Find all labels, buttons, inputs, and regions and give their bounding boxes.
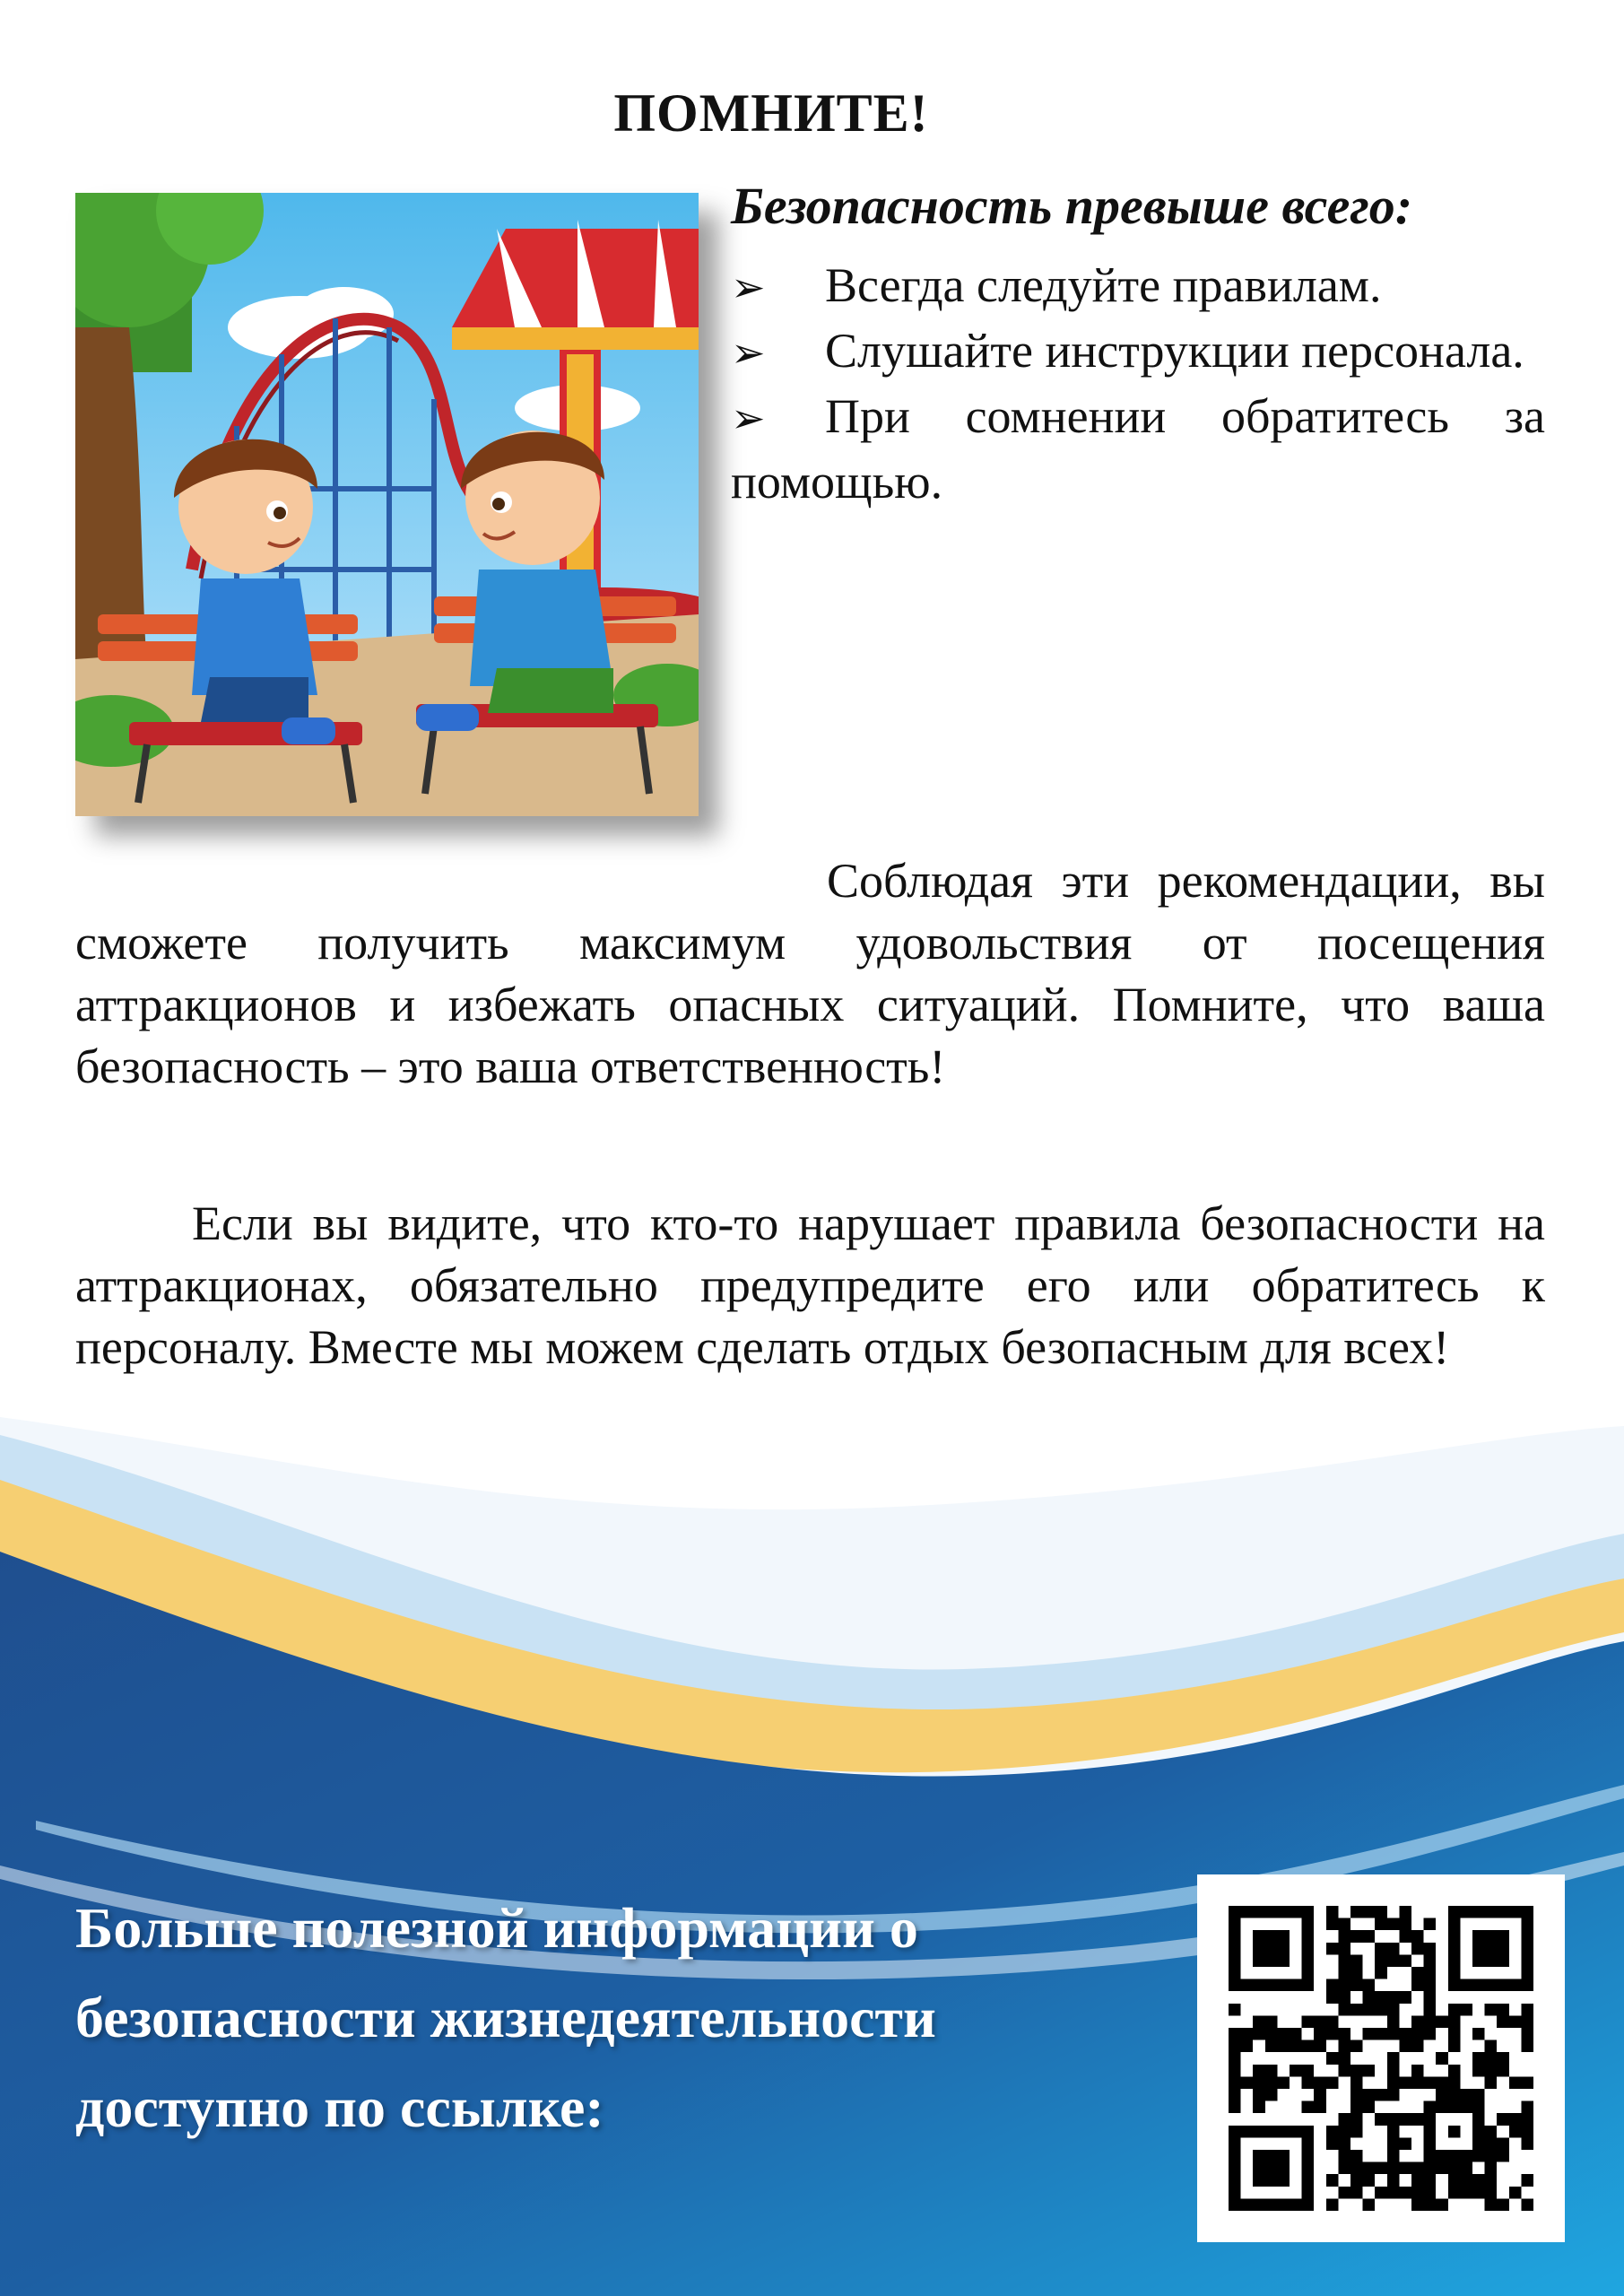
footer-line: безопасности жизнедеятельности [75, 1986, 936, 2049]
arrowhead-bullet-icon: ➢ [731, 265, 766, 310]
page-title: ПОМНИТЕ! [613, 83, 929, 143]
footer-line: Больше полезной информации о [75, 1896, 918, 1960]
qr-code-icon [1229, 1906, 1533, 2211]
list-item [731, 254, 1545, 319]
paragraph-recommendations: Соблюдая эти рекомендации, вы сможете получить максимум удовольствия от посещения аттракционов и избежать опасных ситуаций. Помните, что ваша безопасность – это ваша ответственность! [75, 854, 1545, 1093]
safety-list [731, 254, 1545, 513]
list-item-text: При сомнении обратитесь за помощью. [731, 389, 1545, 509]
illustration [75, 193, 699, 816]
list-item [731, 385, 1545, 513]
footer-text [75, 1883, 1151, 2152]
children-on-benches-amusement-park-illustration [75, 193, 699, 816]
safety-heading: Безопасность превыше всего: [731, 177, 1413, 235]
safety-section [731, 175, 1545, 513]
arrowhead-bullet-icon: ➢ [731, 330, 766, 376]
footer-line: доступно по ссылке: [75, 2075, 604, 2139]
list-item-text: Всегда следуйте правилам. [825, 258, 1382, 312]
qr-code[interactable] [1197, 1874, 1565, 2242]
list-item-text: Слушайте инструкции персонала. [825, 324, 1524, 378]
arrowhead-bullet-icon: ➢ [731, 396, 766, 441]
list-item [731, 319, 1545, 385]
paragraph-warning: Если вы видите, что кто-то нарушает правила безопасности на аттракционах, обязательно предупредите его или обратитесь к персоналу. Вместе мы можем сделать отдых безопасным для всех! [75, 1196, 1545, 1374]
